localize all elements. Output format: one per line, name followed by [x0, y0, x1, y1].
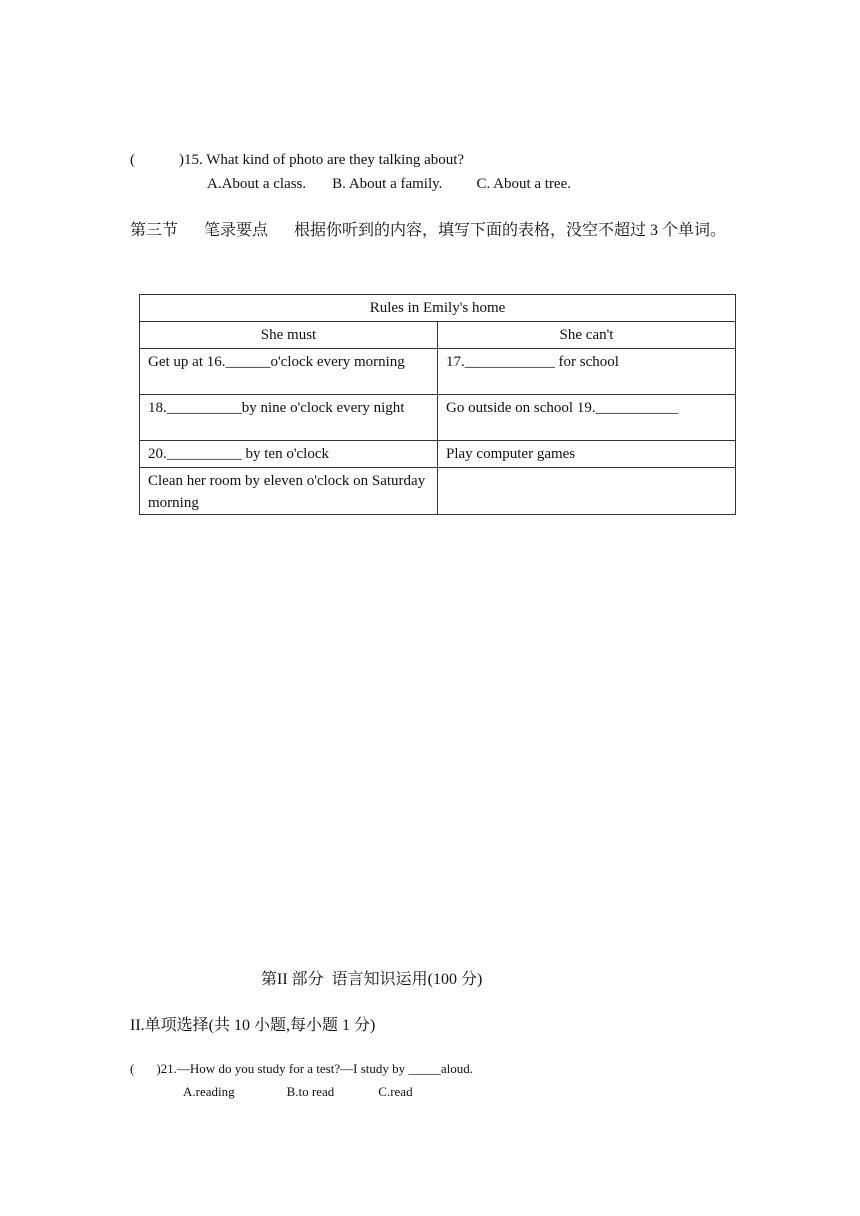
table-row	[140, 441, 736, 468]
option-c: C.read	[378, 1084, 413, 1099]
table-cell: Get up at 16.______o'clock every morning	[140, 349, 438, 395]
table-cell: 18.__________by nine o'clock every night	[140, 395, 438, 441]
option-a: A.reading	[183, 1084, 235, 1099]
table-title: Rules in Emily's home	[140, 295, 736, 322]
question-21	[130, 1061, 473, 1077]
answer-paren: (	[130, 1061, 135, 1076]
option-b: B.to read	[286, 1084, 335, 1099]
section-title: 笔录要点	[204, 222, 269, 239]
header-she-cant: She can't	[438, 322, 736, 349]
table-header-row	[140, 322, 736, 349]
question-15	[130, 152, 464, 169]
table-cell: Clean her room by eleven o'clock on Saturday morning	[140, 468, 438, 515]
section-label: 第三节	[130, 222, 179, 239]
table-cell: 20.__________ by ten o'clock	[140, 441, 438, 468]
table-row	[140, 349, 736, 395]
table-cell: Play computer games	[438, 441, 736, 468]
question-15-options	[207, 176, 571, 193]
header-she-must: She must	[140, 322, 438, 349]
section-3-instruction	[130, 218, 735, 243]
option-b: B. About a family.	[332, 176, 443, 192]
table-cell	[438, 468, 736, 515]
section-2-title: II.单项选择(共 10 小题,每小题 1 分)	[130, 1017, 376, 1034]
question-21-options	[183, 1084, 413, 1100]
table-row	[140, 395, 736, 441]
instruction-text: 根据你听到的内容，填写下面的表格，没空不超过 3 个单词。	[294, 222, 727, 239]
part-2-title: 第II 部分 语言知识运用(100 分)	[261, 971, 483, 988]
question-text: )21.—How do you study for a test?—I study by _____aloud.	[156, 1061, 474, 1076]
table-title-row	[140, 295, 736, 322]
rules-table	[139, 294, 736, 515]
option-c: C. About a tree.	[476, 176, 572, 192]
question-text: )15. What kind of photo are they talking about?	[179, 152, 465, 168]
table-cell: 17.____________ for school	[438, 349, 736, 395]
table-row	[140, 468, 736, 515]
option-a: A.About a class.	[207, 176, 307, 192]
answer-paren: (	[130, 152, 135, 168]
table-cell: Go outside on school 19.___________	[438, 395, 736, 441]
